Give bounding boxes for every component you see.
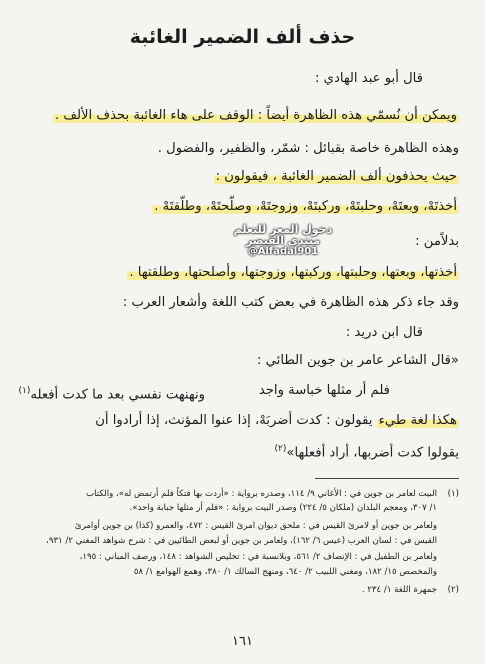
- text-line-highlighted: [22, 107, 459, 125]
- highlight-mark: أخذتَهْ، وبعتَهْ، وحلبتَهْ، وركبتَهْ، وزوجتَهْ، وصلّحتَهْ، وطلّقتَهْ .: [154, 199, 457, 214]
- text-line-tribes: وهذه الظاهرة خاصة بقبائل : شمّر، والظفير، والفضول .: [157, 141, 459, 156]
- text-line-highlighted: [22, 264, 459, 282]
- text-line-highlighted: [22, 198, 459, 216]
- highlight-mark: حيث يحذفون ألف الضمير الغائبة ، فيقولون :: [215, 169, 457, 184]
- text-line-tayy: [22, 412, 459, 430]
- highlight-mark: أخذتها، وبعتها، وحلبتها، وركبتها، وزوجتها، وأصلحتها، وطلقتها .: [129, 265, 457, 280]
- text-line-sources: وقد جاء ذكر هذه الظاهرة في بعض كتب اللغة وأشعار العرب :: [122, 295, 459, 310]
- footnote-text: جمهرة اللغة ١/ ٢٣٤ .: [361, 585, 437, 595]
- footnote-marker: (٢): [274, 444, 287, 454]
- text-line-author: قال أبو عبد الهادي :: [314, 71, 423, 86]
- text-segment: يقولون : كدت أضربَهْ، إذا عنوا المؤنث، إذا أرادوا أن: [95, 413, 377, 428]
- page-number: ١٦١: [232, 634, 253, 649]
- watermark-handle: @Alfadal901: [247, 246, 319, 257]
- text-segment: يقولوا كدت أضربها، أراد أفعلها»: [286, 445, 459, 461]
- footnote-line: [26, 488, 459, 501]
- watermark: [218, 224, 348, 257]
- footnote-divider: [315, 478, 459, 479]
- footnote-number: (٢): [447, 585, 459, 595]
- footnote-line: ولعامر بن الطفيل في : الإنصاف ٢/ ٥٦١، وبلانسبة في : تخليص الشواهد : ١٤٨، ورصف المباني : ١٩٥،: [79, 552, 437, 562]
- footnote-line: القيس في : لسان العرب (عيس ٦/ ١٦٢)، ولعامر بن جوين أو لبعض الطائيين في : شرح شواهد المغني ٢/ ٩٣١،: [46, 536, 437, 546]
- verse-hemistich-first: فلم أر مثلها خباسة واجد: [258, 383, 390, 398]
- verse-hemistich-second: [19, 382, 205, 404]
- footnote-line: ١/ ٣٠٧، ومعجم البلدان (ملكان ٥/ ٢٢٤) وصدر البيت برواية : «فلم أر مثلها جبابة واحد».: [129, 503, 437, 513]
- verse-text: ونهنهت نفسي بعد ما كدت أفعله: [30, 387, 205, 403]
- highlight-mark: ويمكن أن نُسمّي هذه الظاهرة أيضاً : الوقف على هاء الغائبة بحذف الألف .: [54, 108, 457, 123]
- footnote-marker: (١): [18, 386, 31, 396]
- page-title: حذف ألف الضمير الغائبة: [129, 26, 356, 48]
- text-line-ibn-durayd: قال ابن دريد :: [345, 325, 423, 340]
- footnote-line: [26, 584, 459, 597]
- footnote-text: البيت لعامر بن جوين في : الأغاني ٩/ ١١٤، وصدره برواية : «أردت بها فتكاً فلم أرتمض له»، والكتاب: [86, 489, 437, 499]
- text-line-poet: «قال الشاعر عامر بن جوين الطائي :: [257, 353, 459, 368]
- watermark-line: دخول المعز للتعلم: [233, 223, 333, 236]
- text-line-conclusion: [22, 440, 459, 462]
- text-line-instead-of: بدلاًمن :: [415, 234, 459, 249]
- highlight-mark: هكذا لغة طيء: [378, 413, 457, 428]
- footnote-line: والمخصص ١٥/ ١٨٢، ومغني اللبيب ٢/ ٦٤٠، ومنهج السالك ١/ ٣٨٠، وهمع الهوامع ١/ ٥٨: [133, 567, 437, 577]
- watermark-line: منتدى القيصر: [245, 234, 321, 247]
- text-line-highlighted: [22, 168, 459, 186]
- footnote-line: ولعامر بن جوين أو لامرئ القيس في : ملحق ديوان امرئ القيس : ٤٧٢، والعمرو (كذا) بن جوين أوامرئ: [74, 521, 437, 531]
- footnote-number: (١): [447, 489, 459, 499]
